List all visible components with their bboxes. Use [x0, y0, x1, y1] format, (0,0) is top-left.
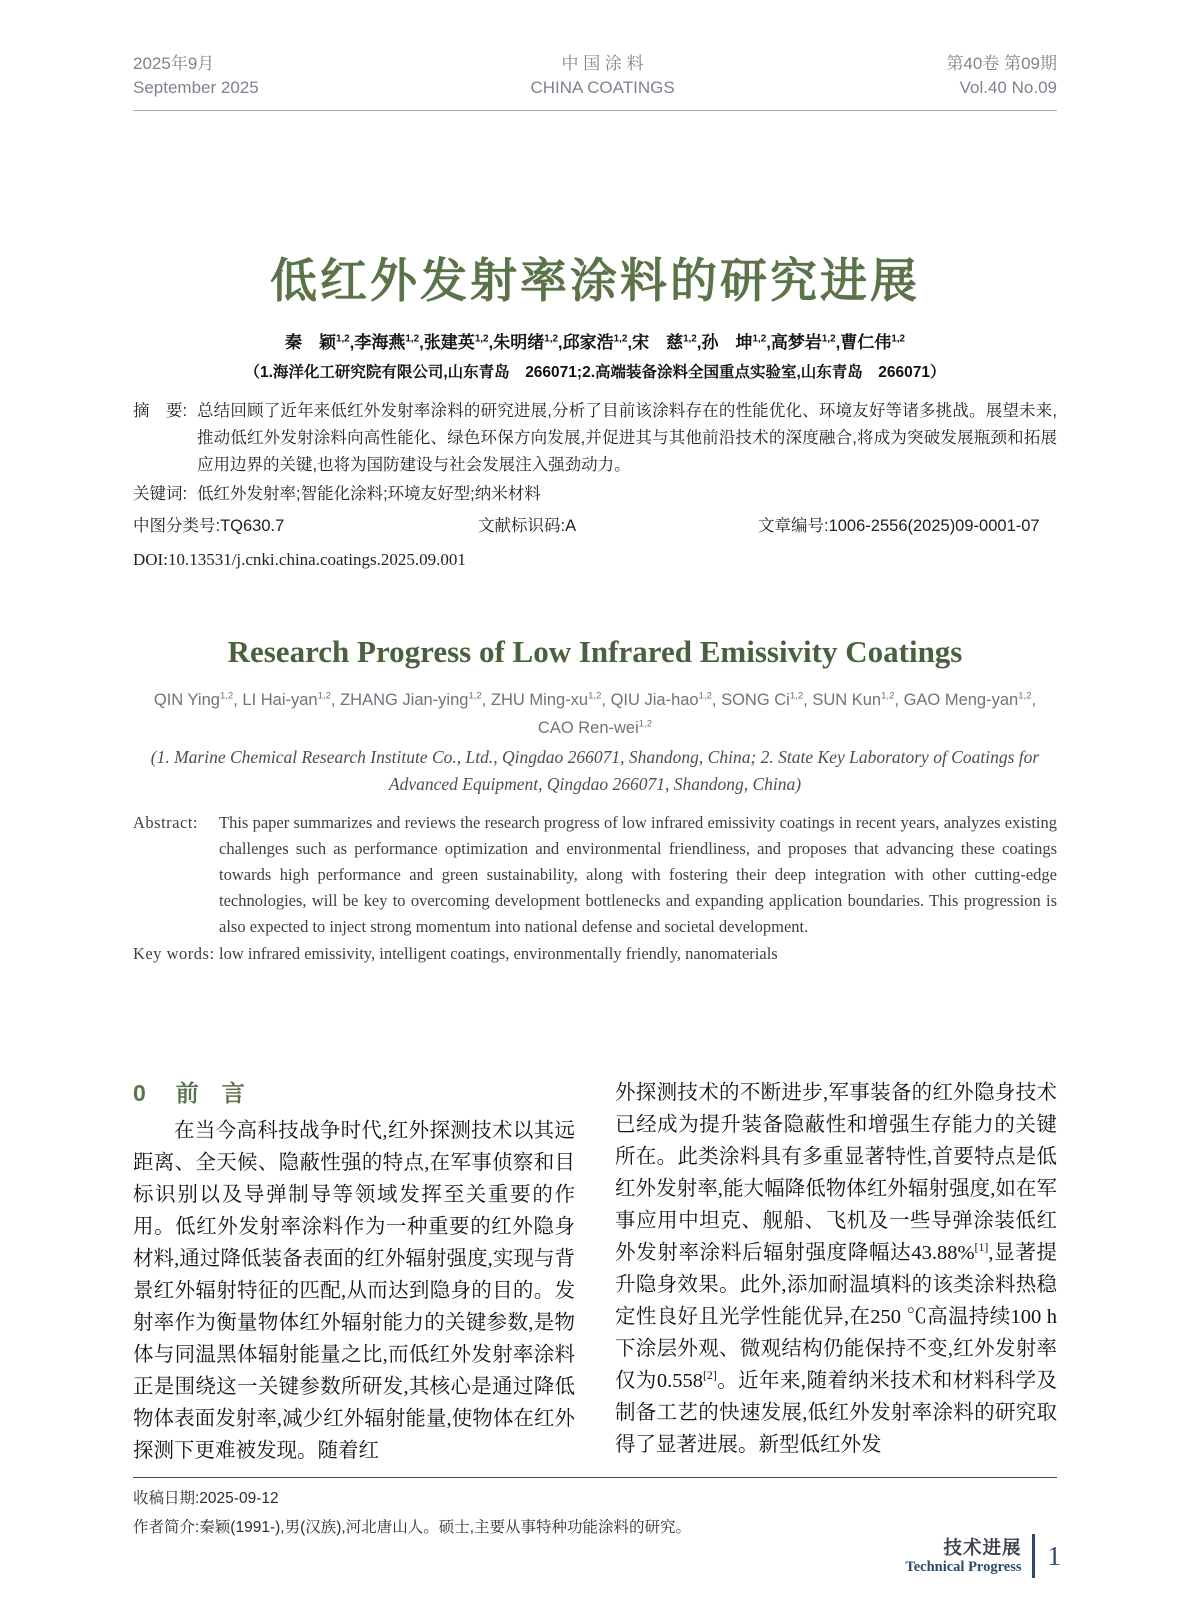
journal-name-cn: 中 国 涂 料	[561, 54, 644, 73]
author-cn	[632, 333, 701, 352]
author-name: 秦 颖	[284, 333, 336, 352]
column-labels	[905, 1537, 1021, 1576]
journal-name-en: CHINA COATINGS	[530, 78, 675, 97]
author-affil-sup: 1,2	[474, 333, 489, 345]
abstract-label-cn: 摘 要:	[133, 402, 188, 420]
body-text: 外探测技术的不断进步,军事装备的红外隐身技术已经成为提升装备隐蔽性和增强生存能力的关键所在。此类涂料具有多重显著特性,首要特点是低红外发射率,能大幅降低物体红外辐射强度,如在军事应用中坦克、舰船、飞机及一些导弹涂装低红外发射率涂料后辐射强度降幅达43.88%	[615, 1082, 1057, 1264]
author-cn	[285, 333, 354, 352]
author-affil-sup: 1,2	[789, 690, 804, 702]
author-affil-sup: 1,2	[821, 333, 836, 345]
running-head	[133, 0, 1057, 111]
author-bio: 作者简介:秦颖(1991-),男(汉族),河北唐山人。硕士,主要从事特种功能涂料的研究。	[133, 1519, 692, 1536]
column-name-en: Technical Progress	[905, 1558, 1022, 1575]
author-affil-sup: 1,2	[468, 690, 482, 702]
author-name: 邱家浩	[562, 333, 614, 352]
body-paragraph-right	[615, 1077, 1057, 1461]
author-affil-sup: 1,2	[405, 333, 420, 345]
author-cn	[840, 333, 905, 352]
author-en	[491, 691, 611, 709]
author-affil-sup: 1,2	[891, 333, 906, 345]
body-right-column	[615, 1077, 1057, 1467]
column-name-cn: 技术进展	[943, 1536, 1022, 1558]
author-affil-sup: 1,2	[881, 690, 895, 702]
author-name: 宋 慈	[632, 333, 684, 352]
affiliation-en: (1. Marine Chemical Research Institute Co., Ltd., Qingdao 266071, Shandong, China; 2. State Key Laboratory of Coatings for Advanced Equipment, Qingdao 266071, Shandong, China)	[150, 747, 1040, 794]
keywords-en-row	[133, 941, 1057, 967]
document-code: 文献标识码:A	[478, 517, 577, 535]
author-affil-sup: 1,2	[683, 333, 697, 345]
body-text: ,显著提升隐身效果。此外,添加耐温填料的该类涂料热稳定性良好且光学性能优异,在250 ℃高温持续100 h下涂层外观、微观结构仍能保持不变,红外发射率仅为0.558	[615, 1242, 1058, 1392]
author-list-en	[143, 686, 1048, 742]
abstract-en-row	[133, 810, 1057, 940]
doi: DOI:10.13531/j.cnki.china.coatings.2025.09.001	[133, 550, 466, 569]
volume-issue-cn: 第40卷 第09期	[946, 54, 1057, 73]
page-footer	[905, 1534, 1061, 1578]
author-name: 孙 坤	[701, 333, 753, 352]
author-en	[721, 691, 812, 709]
citation-ref-1: [1]	[974, 1240, 989, 1255]
author-name: GAO Meng-yan	[903, 691, 1019, 709]
author-name: 李海燕	[354, 333, 406, 352]
author-affil-sup: 1,2	[219, 690, 234, 702]
author-cn	[424, 333, 493, 352]
abstract-text-cn: 总结回顾了近年来低红外发射率涂料的研究进展,分析了目前该涂料存在的性能优化、环境友好等诸多挑战。展望未来,推动低红外发射涂料向高性能化、绿色环保方向发展,并促进其与其他前沿技术的深度融合,将成为突破发展瓶颈和拓展应用边界的关键,也将为国防建设与社会发展注入强劲动力。	[197, 402, 1057, 474]
author-affil-sup: 1,2	[588, 690, 602, 702]
author-en	[538, 719, 652, 737]
running-head-center	[530, 52, 674, 100]
author-en	[611, 691, 722, 709]
author-cn	[354, 333, 423, 352]
author-name: SONG Ci	[721, 691, 790, 709]
author-affil-sup: 1,2	[638, 718, 653, 730]
keywords-cn-row	[133, 481, 1057, 508]
author-affil-sup: 1,2	[1018, 690, 1032, 702]
author-list-cn	[133, 331, 1057, 355]
author-cn	[493, 333, 562, 352]
section-heading	[133, 1077, 575, 1109]
keywords-text-en: low infrared emissivity, intelligent coatings, environmentally friendly, nanomaterials	[219, 944, 778, 963]
author-name: 朱明绪	[493, 333, 545, 352]
article-title-cn: 低红外发射率涂料的研究进展	[270, 254, 920, 307]
author-affil-sup: 1,2	[544, 333, 558, 345]
issue-date-en: September 2025	[133, 78, 259, 97]
author-en	[812, 691, 903, 709]
author-en	[340, 691, 491, 709]
body-text: 。近年来,随着纳米技术和材料科学及制备工艺的快速发展,低红外发射率涂料的研究取得了显著进展。新型低红外发	[615, 1370, 1058, 1456]
keywords-text-cn: 低红外发射率;智能化涂料;环境友好型;纳米材料	[197, 485, 541, 503]
abstract-cn-row	[133, 398, 1057, 479]
citation-ref-2: [2]	[702, 1368, 717, 1383]
clc-number: 中图分类号:TQ630.7	[133, 517, 285, 535]
author-en	[242, 691, 340, 709]
author-name: ZHU Ming-xu	[490, 691, 589, 709]
author-name: CAO Ren-wei	[537, 719, 639, 737]
author-name: 张建英	[423, 333, 475, 352]
keywords-label-en: Key words:	[133, 944, 215, 963]
page-number: 1	[1047, 1540, 1061, 1571]
author-en	[154, 691, 243, 709]
body-columns	[133, 1077, 1057, 1467]
author-affil-sup: 1,2	[317, 690, 331, 702]
article-title-en: Research Progress of Low Infrared Emissivity Coatings	[227, 634, 963, 669]
running-head-right	[946, 52, 1057, 100]
author-affil-sup: 1,2	[613, 333, 628, 345]
article-id: 文章编号:1006-2556(2025)09-0001-07	[758, 517, 1040, 535]
author-name: ZHANG Jian-ying	[340, 691, 469, 709]
footnote-divider	[133, 1477, 1057, 1478]
author-name: QIU Jia-hao	[610, 691, 699, 709]
author-name: SUN Kun	[812, 691, 882, 709]
footer-divider-bar	[1032, 1534, 1035, 1578]
author-affil-sup: 1,2	[335, 333, 350, 345]
section-title: 前 言	[175, 1080, 245, 1106]
keywords-label-cn: 关键词:	[133, 485, 188, 503]
classification-row	[133, 514, 1057, 538]
author-name: LI Hai-yan	[242, 691, 318, 709]
volume-issue-en: Vol.40 No.09	[959, 78, 1057, 97]
affiliation-cn: （1.海洋化工研究院有限公司,山东青岛 266071;2.高端装备涂料全国重点实验室,山东青岛 266071）	[244, 364, 946, 381]
author-name: 高梦岩	[770, 333, 822, 352]
author-cn	[771, 333, 840, 352]
author-cn	[702, 333, 771, 352]
issue-date-cn: 2025年9月	[133, 54, 215, 73]
author-name: QIN Ying	[153, 691, 220, 709]
abstract-label-en: Abstract:	[133, 813, 198, 832]
section-number: 0	[133, 1080, 146, 1106]
abstract-text-en: This paper summarizes and reviews the research progress of low infrared emissivity coatings in recent years, analyzes existing challenges such as performance optimization and environmental friendliness, and proposes that advancing these coatings towards high performance and green sustainability, along with fostering their deep integration with other cutting-edge technologies, will be key to overcoming development bottlenecks and expanding application boundaries. This progression is also expected to inject strong momentum into national defense and societal development.	[219, 813, 1057, 936]
running-head-left	[133, 52, 259, 100]
body-paragraph-left: 在当今高科技战争时代,红外探测技术以其远距离、全天候、隐蔽性强的特点,在军事侦察和目标识别以及导弹制导等领域发挥至关重要的作用。低红外发射率涂料作为一种重要的红外隐身材料,通过降低装备表面的红外辐射强度,实现与背景红外辐射特征的匹配,从而达到隐身的目的。发射率作为衡量物体红外辐射能力的关键参数,是物体与同温黑体辐射能量之比,而低红外发射率涂料正是围绕这一关键参数所研发,其核心是通过降低物体表面发射率,减少红外辐射能量,使物体在红外探测下更难被发现。随着红	[133, 1120, 575, 1462]
author-cn	[563, 333, 632, 352]
author-affil-sup: 1,2	[752, 333, 767, 345]
author-en	[904, 691, 1037, 709]
received-date: 收稿日期:2025-09-12	[133, 1490, 279, 1507]
author-affil-sup: 1,2	[698, 690, 712, 702]
author-name: 曹仁伟	[840, 333, 892, 352]
body-left-column	[133, 1077, 575, 1467]
